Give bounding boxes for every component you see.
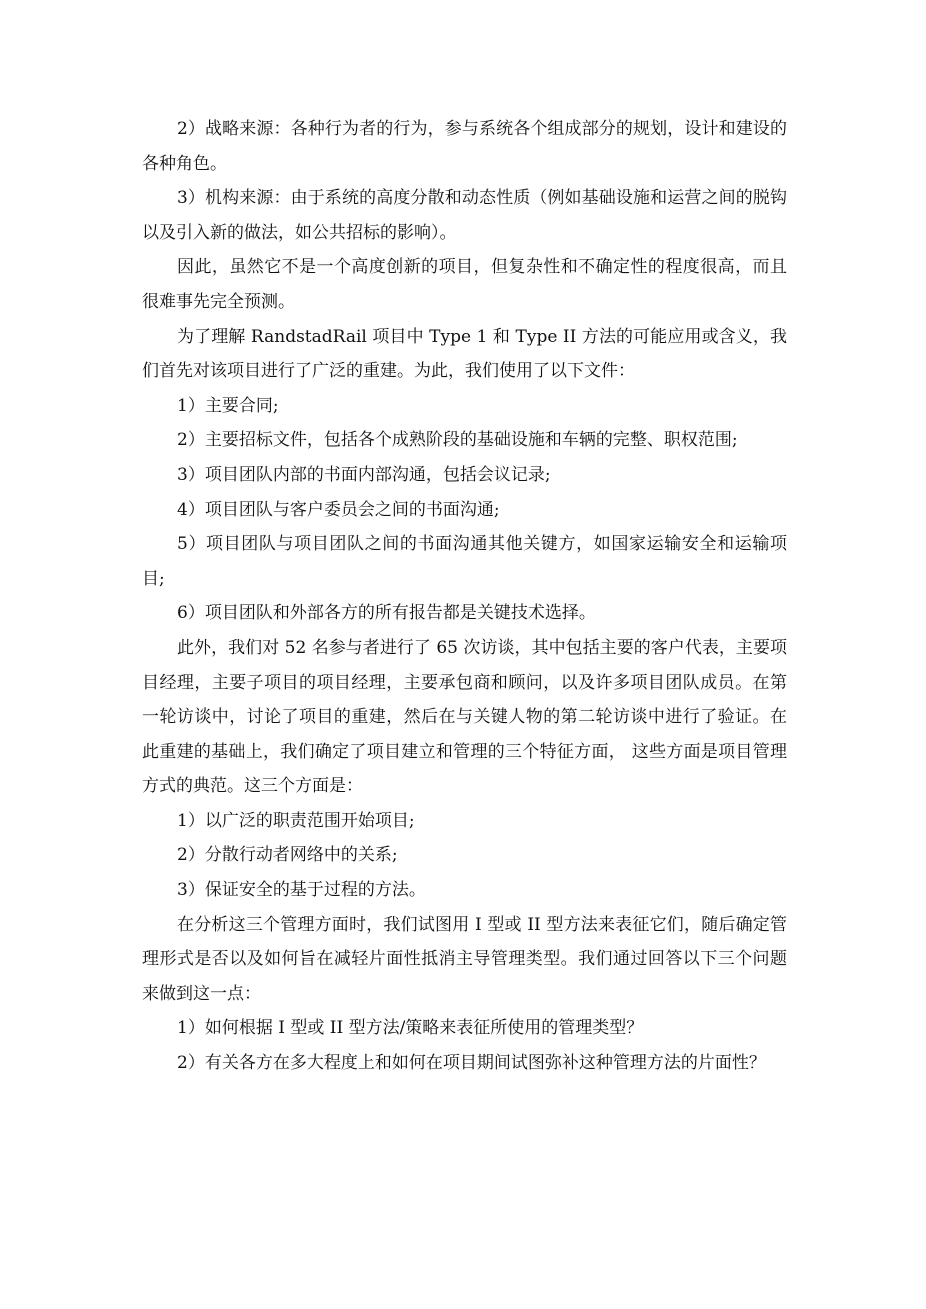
document-body: [142, 112, 787, 1081]
paragraph-interviews: 此外，我们对 52 名参与者进行了 65 次访谈，其中包括主要的客户代表，主要项目经理，主要子项目的项目经理，主要承包商和顾问，以及许多项目团队成员。在第一轮访谈中，讨论了项目的重建，然后在与关键人物的第二轮访谈中进行了验证。在此重建的基础上，我们确定了项目建立和管理的三个特征方面， 这些方面是项目管理方式的典范。这三个方面是：: [142, 637, 787, 797]
list-item-aspects-2: 2）分散行动者网络中的关系;: [177, 845, 398, 866]
paragraph-complexity: 因此，虽然它不是一个高度创新的项目，但复杂性和不确定性的程度很高，而且很难事先完全预测。: [142, 257, 787, 312]
list-item-aspects-1: 1）以广泛的职责范围开始项目;: [177, 810, 415, 831]
paragraph-analysis: 在分析这三个管理方面时，我们试图用 I 型或 II 型方法来表征它们，随后确定管理形式是否以及如何旨在减轻片面性抵消主导管理类型。我们通过回答以下三个问题来做到这一点：: [142, 914, 787, 1004]
paragraph-institutional-source: 3）机构来源：由于系统的高度分散和动态性质（例如基础设施和运营之间的脱钩以及引入新的做法，如公共招标的影响）。: [142, 188, 787, 243]
list-item-documents-5: 5）项目团队与项目团队之间的书面沟通其他关键方，如国家运输安全和运输项目;: [142, 534, 787, 589]
list-item-aspects-3: 3）保证安全的基于过程的方法。: [177, 880, 426, 901]
list-item-questions-1: 1）如何根据 I 型或 II 型方法/策略来表征所使用的管理类型？: [177, 1018, 644, 1039]
list-item-questions-2: 2）有关各方在多大程度上和如何在项目期间试图弥补这种管理方法的片面性？: [177, 1053, 766, 1074]
list-item-documents-6: 6）项目团队和外部各方的所有报告都是关键技术选择。: [177, 603, 596, 624]
list-item-documents-2: 2）主要招标文件，包括各个成熟阶段的基础设施和车辆的完整、职权范围;: [177, 430, 738, 451]
paragraph-method-intro: 为了理解 RandstadRail 项目中 Type 1 和 Type II 方法的可能应用或含义，我们首先对该项目进行了广泛的重建。为此，我们使用了以下文件：: [142, 326, 787, 382]
list-item-documents-4: 4）项目团队与客户委员会之间的书面沟通;: [177, 499, 500, 520]
list-item-documents-3: 3）项目团队内部的书面内部沟通，包括会议记录;: [177, 464, 551, 485]
list-item-documents-1: 1）主要合同;: [177, 395, 279, 416]
paragraph-strategic-source: 2）战略来源：各种行为者的行为，参与系统各个组成部分的规划，设计和建设的各种角色。: [142, 119, 787, 174]
